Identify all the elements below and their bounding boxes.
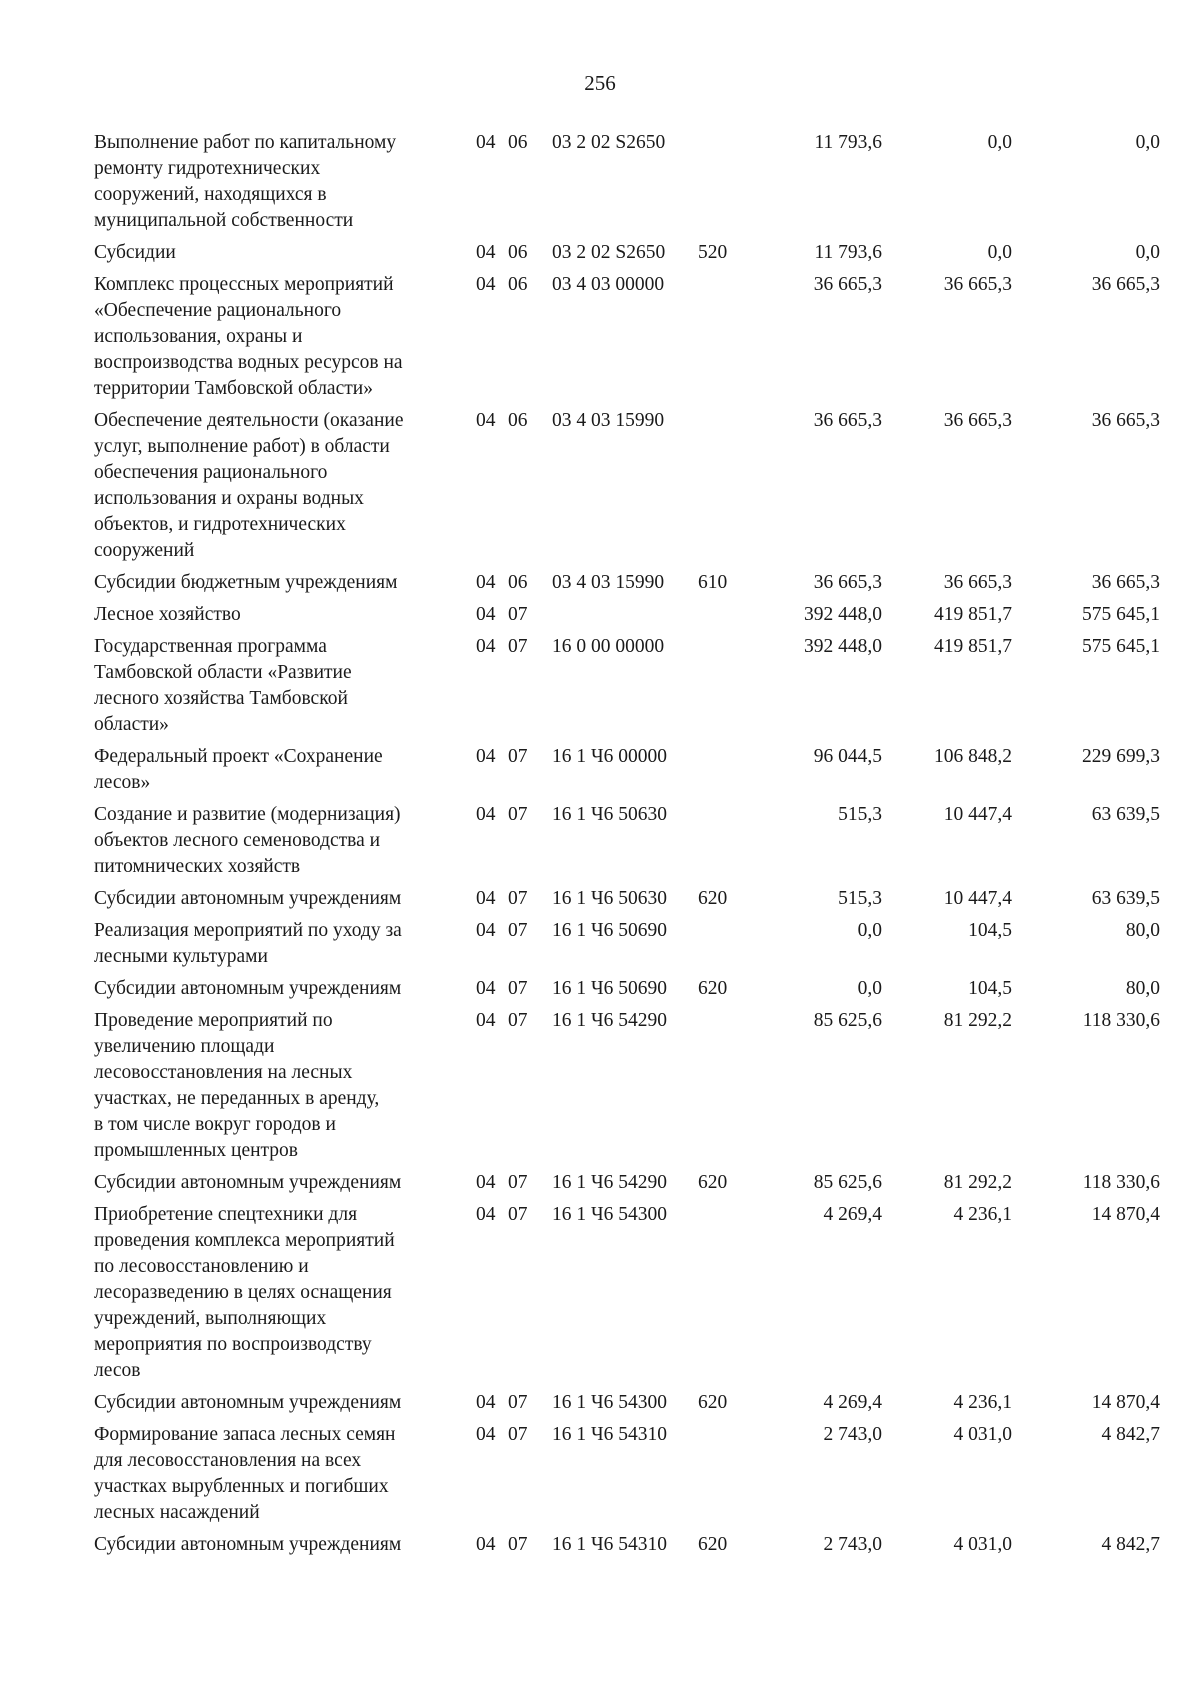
target-article-code: 16 1 Ч6 54310 — [552, 1534, 668, 1555]
item-name: Комплекс процессных мероприятий «Обеспечение рационального использования, охраны и воспроизводства водных ресурсов на территории Тамбовской области» — [94, 274, 403, 399]
section-code: 04 — [476, 1424, 496, 1445]
target-article-code: 03 4 03 15990 — [552, 410, 665, 431]
table-row — [94, 272, 1160, 402]
item-name: Реализация мероприятий по уходу за лесными культурами — [94, 920, 402, 967]
subsection-code: 06 — [508, 572, 528, 593]
target-article-code: 16 1 Ч6 54310 — [552, 1424, 668, 1445]
table-row — [94, 976, 1160, 1002]
expense-type-code: 520 — [698, 242, 728, 263]
table-row — [94, 802, 1160, 880]
page-number: 256 — [584, 71, 616, 95]
amount-year-3: 14 870,4 — [1091, 1392, 1160, 1413]
subsection-code: 07 — [508, 1534, 528, 1555]
section-code: 04 — [476, 920, 496, 941]
target-article-code: 16 1 Ч6 50690 — [552, 920, 668, 941]
amount-year-3: 118 330,6 — [1082, 1172, 1160, 1193]
item-name: Субсидии автономным учреждениям — [94, 1172, 402, 1193]
section-code: 04 — [476, 132, 496, 153]
subsection-code: 06 — [508, 242, 528, 263]
amount-year-3: 14 870,4 — [1091, 1204, 1160, 1225]
target-article-code: 16 1 Ч6 54290 — [552, 1172, 668, 1193]
amount-year-2: 81 292,2 — [943, 1172, 1012, 1193]
amount-year-2: 36 665,3 — [943, 274, 1012, 295]
amount-year-1: 2 743,0 — [823, 1534, 882, 1555]
amount-year-1: 0,0 — [857, 920, 882, 941]
amount-year-2: 4 031,0 — [953, 1424, 1012, 1445]
item-name: Субсидии автономным учреждениям — [94, 978, 402, 999]
item-name: Субсидии автономным учреждениям — [94, 1534, 402, 1555]
subsection-code: 07 — [508, 636, 528, 657]
target-article-code: 16 1 Ч6 54290 — [552, 1010, 668, 1031]
item-name: Государственная программа Тамбовской области «Развитие лесного хозяйства Тамбовской области» — [94, 636, 352, 735]
item-name: Создание и развитие (модернизация) объектов лесного семеноводства и питомнических хозяйств — [94, 804, 401, 877]
amount-year-1: 36 665,3 — [813, 410, 882, 431]
table-row — [94, 1008, 1160, 1164]
amount-year-1: 0,0 — [857, 978, 882, 999]
amount-year-1: 392 448,0 — [804, 604, 882, 625]
table-row — [94, 602, 1160, 628]
subsection-code: 07 — [508, 1204, 528, 1225]
subsection-code: 07 — [508, 1010, 528, 1031]
amount-year-1: 36 665,3 — [813, 274, 882, 295]
amount-year-1: 2 743,0 — [823, 1424, 882, 1445]
amount-year-2: 4 031,0 — [953, 1534, 1012, 1555]
amount-year-3: 0,0 — [1135, 132, 1160, 153]
section-code: 04 — [476, 978, 496, 999]
table-row — [94, 1170, 1160, 1196]
amount-year-2: 36 665,3 — [943, 572, 1012, 593]
subsection-code: 07 — [508, 1424, 528, 1445]
item-name: Федеральный проект «Сохранение лесов» — [94, 746, 383, 793]
target-article-code: 03 4 03 15990 — [552, 572, 665, 593]
expense-type-code: 620 — [698, 1392, 728, 1413]
amount-year-2: 4 236,1 — [953, 1204, 1012, 1225]
amount-year-1: 36 665,3 — [813, 572, 882, 593]
amount-year-2: 81 292,2 — [943, 1010, 1012, 1031]
amount-year-3: 63 639,5 — [1091, 888, 1160, 909]
amount-year-2: 104,5 — [968, 978, 1012, 999]
table-row — [94, 1532, 1160, 1558]
item-name: Субсидии — [94, 242, 176, 263]
table-row — [94, 240, 1160, 266]
amount-year-1: 11 793,6 — [814, 242, 882, 263]
amount-year-1: 515,3 — [838, 888, 882, 909]
expense-type-code: 620 — [698, 1534, 728, 1555]
subsection-code: 06 — [508, 410, 528, 431]
amount-year-1: 515,3 — [838, 804, 882, 825]
amount-year-2: 0,0 — [987, 132, 1012, 153]
section-code: 04 — [476, 1172, 496, 1193]
amount-year-3: 80,0 — [1125, 978, 1160, 999]
item-name: Субсидии автономным учреждениям — [94, 888, 402, 909]
section-code: 04 — [476, 1204, 496, 1225]
amount-year-1: 4 269,4 — [823, 1392, 882, 1413]
section-code: 04 — [476, 1010, 496, 1031]
target-article-code: 16 1 Ч6 50690 — [552, 978, 668, 999]
budget-table — [94, 130, 1160, 1564]
target-article-code: 16 1 Ч6 54300 — [552, 1204, 668, 1225]
target-article-code: 03 4 03 00000 — [552, 274, 665, 295]
table-row — [94, 408, 1160, 564]
target-article-code: 16 1 Ч6 00000 — [552, 746, 668, 767]
amount-year-3: 118 330,6 — [1082, 1010, 1160, 1031]
target-article-code: 16 1 Ч6 50630 — [552, 888, 668, 909]
amount-year-1: 96 044,5 — [813, 746, 882, 767]
subsection-code: 07 — [508, 746, 528, 767]
amount-year-2: 36 665,3 — [943, 410, 1012, 431]
amount-year-2: 104,5 — [968, 920, 1012, 941]
amount-year-3: 36 665,3 — [1091, 410, 1160, 431]
section-code: 04 — [476, 1534, 496, 1555]
table-row — [94, 570, 1160, 596]
target-article-code: 16 1 Ч6 54300 — [552, 1392, 668, 1413]
amount-year-1: 4 269,4 — [823, 1204, 882, 1225]
item-name: Субсидии бюджетным учреждениям — [94, 572, 398, 593]
amount-year-2: 0,0 — [987, 242, 1012, 263]
amount-year-3: 63 639,5 — [1091, 804, 1160, 825]
item-name: Проведение мероприятий по увеличению площади лесовосстановления на лесных участках, не переданных в аренду, в том числе вокруг городов и промышленных центров — [94, 1010, 380, 1161]
section-code: 04 — [476, 572, 496, 593]
amount-year-3: 4 842,7 — [1101, 1424, 1160, 1445]
subsection-code: 07 — [508, 604, 528, 625]
expense-type-code: 610 — [698, 572, 728, 593]
section-code: 04 — [476, 274, 496, 295]
subsection-code: 07 — [508, 978, 528, 999]
amount-year-1: 392 448,0 — [804, 636, 882, 657]
table-row — [94, 1422, 1160, 1526]
table-row — [94, 634, 1160, 738]
subsection-code: 06 — [508, 132, 528, 153]
table-row — [94, 744, 1160, 796]
subsection-code: 07 — [508, 1172, 528, 1193]
section-code: 04 — [476, 746, 496, 767]
table-row — [94, 1390, 1160, 1416]
section-code: 04 — [476, 410, 496, 431]
expense-type-code: 620 — [698, 1172, 728, 1193]
amount-year-2: 10 447,4 — [943, 888, 1012, 909]
target-article-code: 03 2 02 S2650 — [552, 242, 666, 263]
amount-year-3: 36 665,3 — [1091, 274, 1160, 295]
expense-type-code: 620 — [698, 978, 728, 999]
table-row — [94, 886, 1160, 912]
item-name: Обеспечение деятельности (оказание услуг, выполнение работ) в области обеспечения рационального использования и охраны водных объектов, и гидротехнических сооружений — [94, 410, 404, 561]
section-code: 04 — [476, 636, 496, 657]
amount-year-1: 11 793,6 — [814, 132, 882, 153]
amount-year-2: 419 851,7 — [934, 636, 1012, 657]
target-article-code: 16 0 00 00000 — [552, 636, 665, 657]
item-name: Субсидии автономным учреждениям — [94, 1392, 402, 1413]
amount-year-2: 10 447,4 — [943, 804, 1012, 825]
target-article-code: 03 2 02 S2650 — [552, 132, 666, 153]
amount-year-3: 4 842,7 — [1101, 1534, 1160, 1555]
amount-year-3: 80,0 — [1125, 920, 1160, 941]
subsection-code: 07 — [508, 920, 528, 941]
amount-year-1: 85 625,6 — [813, 1010, 882, 1031]
amount-year-3: 0,0 — [1135, 242, 1160, 263]
subsection-code: 07 — [508, 1392, 528, 1413]
amount-year-3: 575 645,1 — [1082, 636, 1160, 657]
expense-type-code: 620 — [698, 888, 728, 909]
amount-year-1: 85 625,6 — [813, 1172, 882, 1193]
item-name: Лесное хозяйство — [94, 604, 241, 625]
table-row — [94, 918, 1160, 970]
item-name: Приобретение спецтехники для проведения комплекса мероприятий по лесовосстановлению и лесоразведению в целях оснащения учреждений, выполняющих мероприятия по воспроизводству лесов — [94, 1204, 395, 1381]
section-code: 04 — [476, 1392, 496, 1413]
target-article-code: 16 1 Ч6 50630 — [552, 804, 668, 825]
section-code: 04 — [476, 604, 496, 625]
table-row — [94, 130, 1160, 234]
amount-year-2: 106 848,2 — [934, 746, 1012, 767]
subsection-code: 07 — [508, 804, 528, 825]
amount-year-3: 36 665,3 — [1091, 572, 1160, 593]
amount-year-3: 575 645,1 — [1082, 604, 1160, 625]
item-name: Выполнение работ по капитальному ремонту гидротехнических сооружений, находящихся в муниципальной собственности — [94, 132, 397, 231]
amount-year-3: 229 699,3 — [1082, 746, 1160, 767]
section-code: 04 — [476, 242, 496, 263]
subsection-code: 06 — [508, 274, 528, 295]
amount-year-2: 4 236,1 — [953, 1392, 1012, 1413]
section-code: 04 — [476, 804, 496, 825]
item-name: Формирование запаса лесных семян для лесовосстановления на всех участках вырубленных и погибших лесных насаждений — [94, 1424, 396, 1523]
amount-year-2: 419 851,7 — [934, 604, 1012, 625]
subsection-code: 07 — [508, 888, 528, 909]
section-code: 04 — [476, 888, 496, 909]
table-row — [94, 1202, 1160, 1384]
